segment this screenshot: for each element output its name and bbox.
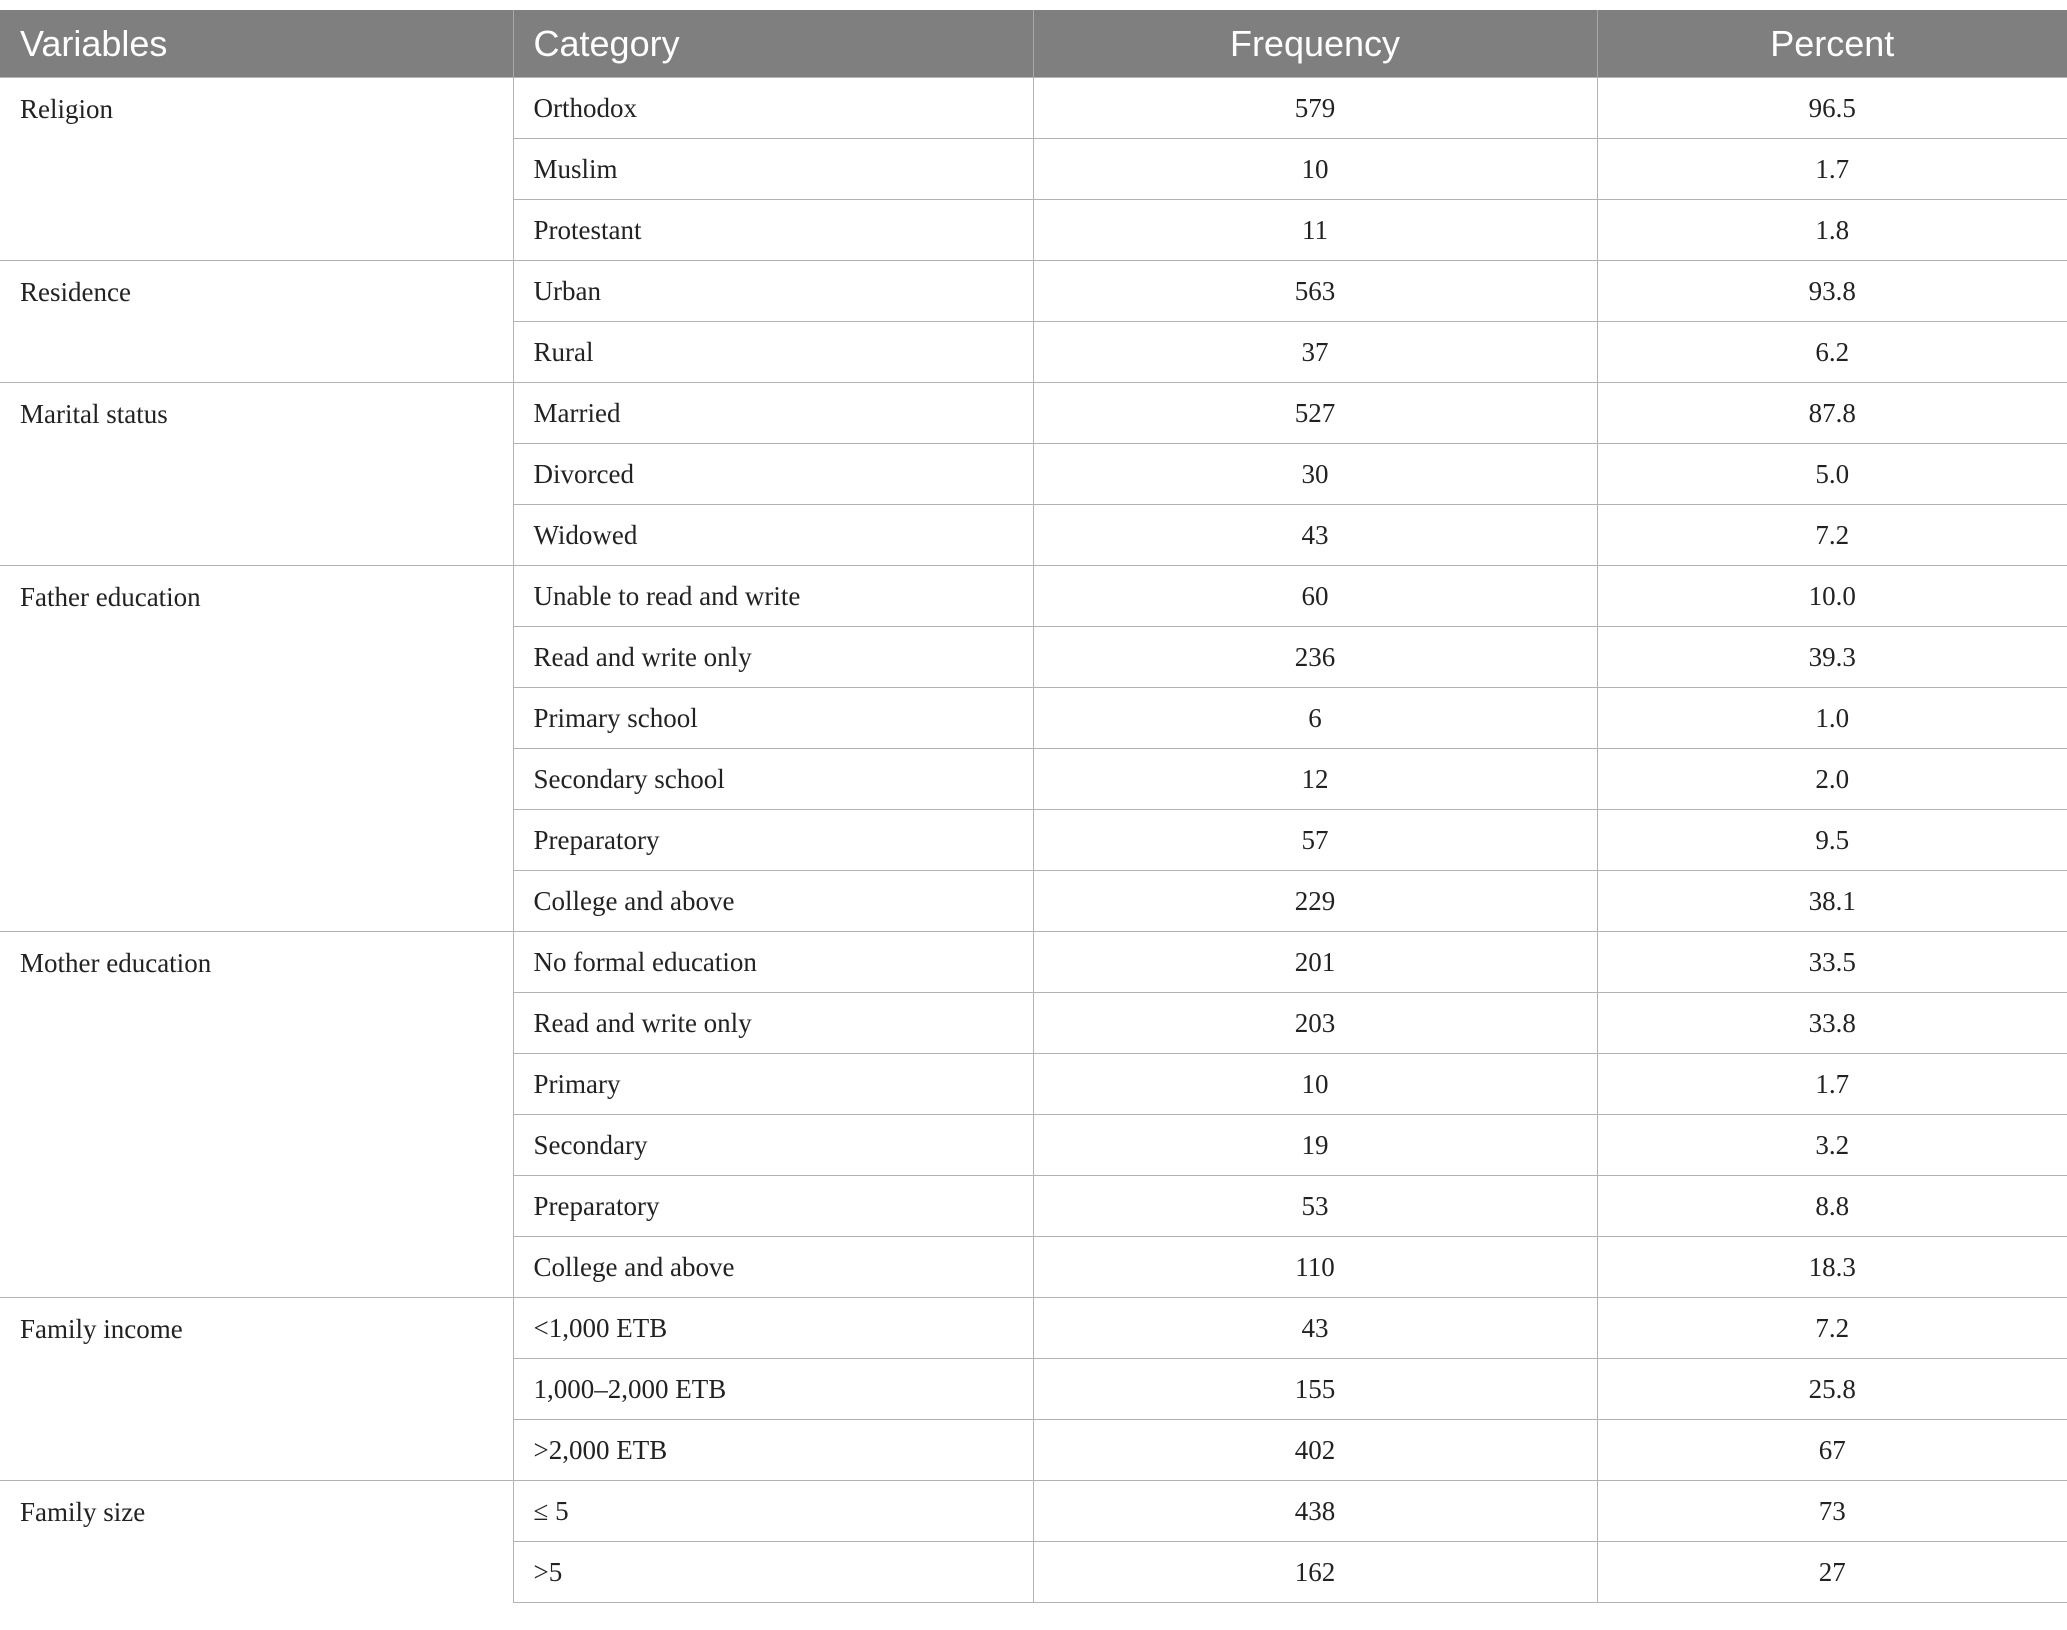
percent-cell: 10.0	[1597, 566, 2067, 627]
percent-cell: 73	[1597, 1481, 2067, 1542]
percent-cell: 8.8	[1597, 1176, 2067, 1237]
header-percent: Percent	[1597, 10, 2067, 78]
frequency-cell: 110	[1033, 1237, 1597, 1298]
percent-cell: 38.1	[1597, 871, 2067, 932]
category-cell: Preparatory	[513, 1176, 1033, 1237]
header-frequency: Frequency	[1033, 10, 1597, 78]
percent-cell: 96.5	[1597, 78, 2067, 139]
category-cell: Protestant	[513, 200, 1033, 261]
category-cell: Orthodox	[513, 78, 1033, 139]
percent-cell: 18.3	[1597, 1237, 2067, 1298]
data-table-container	[0, 10, 2067, 1603]
variable-cell: Residence	[0, 261, 513, 383]
table-row	[0, 932, 2067, 993]
frequency-cell: 201	[1033, 932, 1597, 993]
percent-cell: 87.8	[1597, 383, 2067, 444]
frequency-cell: 155	[1033, 1359, 1597, 1420]
table-row	[0, 383, 2067, 444]
category-cell: Preparatory	[513, 810, 1033, 871]
category-cell: College and above	[513, 871, 1033, 932]
frequency-cell: 10	[1033, 1054, 1597, 1115]
frequency-cell: 12	[1033, 749, 1597, 810]
percent-cell: 1.7	[1597, 139, 2067, 200]
variable-cell: Mother education	[0, 932, 513, 1298]
percent-cell: 7.2	[1597, 505, 2067, 566]
category-cell: <1,000 ETB	[513, 1298, 1033, 1359]
variable-cell: Family size	[0, 1481, 513, 1603]
percent-cell: 1.7	[1597, 1054, 2067, 1115]
percent-cell: 6.2	[1597, 322, 2067, 383]
category-cell: Widowed	[513, 505, 1033, 566]
percent-cell: 39.3	[1597, 627, 2067, 688]
category-cell: >2,000 ETB	[513, 1420, 1033, 1481]
frequency-cell: 37	[1033, 322, 1597, 383]
variable-cell: Religion	[0, 78, 513, 261]
frequency-cell: 11	[1033, 200, 1597, 261]
table-row	[0, 1481, 2067, 1542]
category-cell: Secondary school	[513, 749, 1033, 810]
percent-cell: 33.8	[1597, 993, 2067, 1054]
category-cell: ≤ 5	[513, 1481, 1033, 1542]
category-cell: Primary	[513, 1054, 1033, 1115]
percent-cell: 27	[1597, 1542, 2067, 1603]
frequency-cell: 527	[1033, 383, 1597, 444]
percent-cell: 93.8	[1597, 261, 2067, 322]
frequency-cell: 6	[1033, 688, 1597, 749]
frequency-cell: 43	[1033, 505, 1597, 566]
category-cell: Read and write only	[513, 627, 1033, 688]
percent-cell: 3.2	[1597, 1115, 2067, 1176]
frequency-cell: 53	[1033, 1176, 1597, 1237]
category-cell: Urban	[513, 261, 1033, 322]
category-cell: College and above	[513, 1237, 1033, 1298]
frequency-cell: 563	[1033, 261, 1597, 322]
frequency-cell: 10	[1033, 139, 1597, 200]
frequency-cell: 57	[1033, 810, 1597, 871]
frequency-cell: 579	[1033, 78, 1597, 139]
frequency-cell: 229	[1033, 871, 1597, 932]
variable-cell: Marital status	[0, 383, 513, 566]
header-category: Category	[513, 10, 1033, 78]
category-cell: Muslim	[513, 139, 1033, 200]
percent-cell: 1.0	[1597, 688, 2067, 749]
percent-cell: 1.8	[1597, 200, 2067, 261]
percent-cell: 2.0	[1597, 749, 2067, 810]
category-cell: Divorced	[513, 444, 1033, 505]
frequency-cell: 402	[1033, 1420, 1597, 1481]
frequency-cell: 438	[1033, 1481, 1597, 1542]
table-header-row	[0, 10, 2067, 78]
percent-cell: 33.5	[1597, 932, 2067, 993]
frequency-table	[0, 10, 2067, 1603]
variable-cell: Father education	[0, 566, 513, 932]
frequency-cell: 19	[1033, 1115, 1597, 1176]
percent-cell: 9.5	[1597, 810, 2067, 871]
variable-cell: Family income	[0, 1298, 513, 1481]
frequency-cell: 43	[1033, 1298, 1597, 1359]
category-cell: Unable to read and write	[513, 566, 1033, 627]
category-cell: 1,000–2,000 ETB	[513, 1359, 1033, 1420]
header-variables: Variables	[0, 10, 513, 78]
percent-cell: 7.2	[1597, 1298, 2067, 1359]
frequency-cell: 60	[1033, 566, 1597, 627]
percent-cell: 67	[1597, 1420, 2067, 1481]
percent-cell: 25.8	[1597, 1359, 2067, 1420]
table-body	[0, 78, 2067, 1603]
category-cell: Primary school	[513, 688, 1033, 749]
category-cell: No formal education	[513, 932, 1033, 993]
category-cell: Read and write only	[513, 993, 1033, 1054]
table-row	[0, 78, 2067, 139]
table-row	[0, 1298, 2067, 1359]
frequency-cell: 30	[1033, 444, 1597, 505]
table-row	[0, 566, 2067, 627]
frequency-cell: 203	[1033, 993, 1597, 1054]
table-row	[0, 261, 2067, 322]
category-cell: Rural	[513, 322, 1033, 383]
category-cell: Secondary	[513, 1115, 1033, 1176]
percent-cell: 5.0	[1597, 444, 2067, 505]
category-cell: Married	[513, 383, 1033, 444]
frequency-cell: 162	[1033, 1542, 1597, 1603]
frequency-cell: 236	[1033, 627, 1597, 688]
category-cell: >5	[513, 1542, 1033, 1603]
